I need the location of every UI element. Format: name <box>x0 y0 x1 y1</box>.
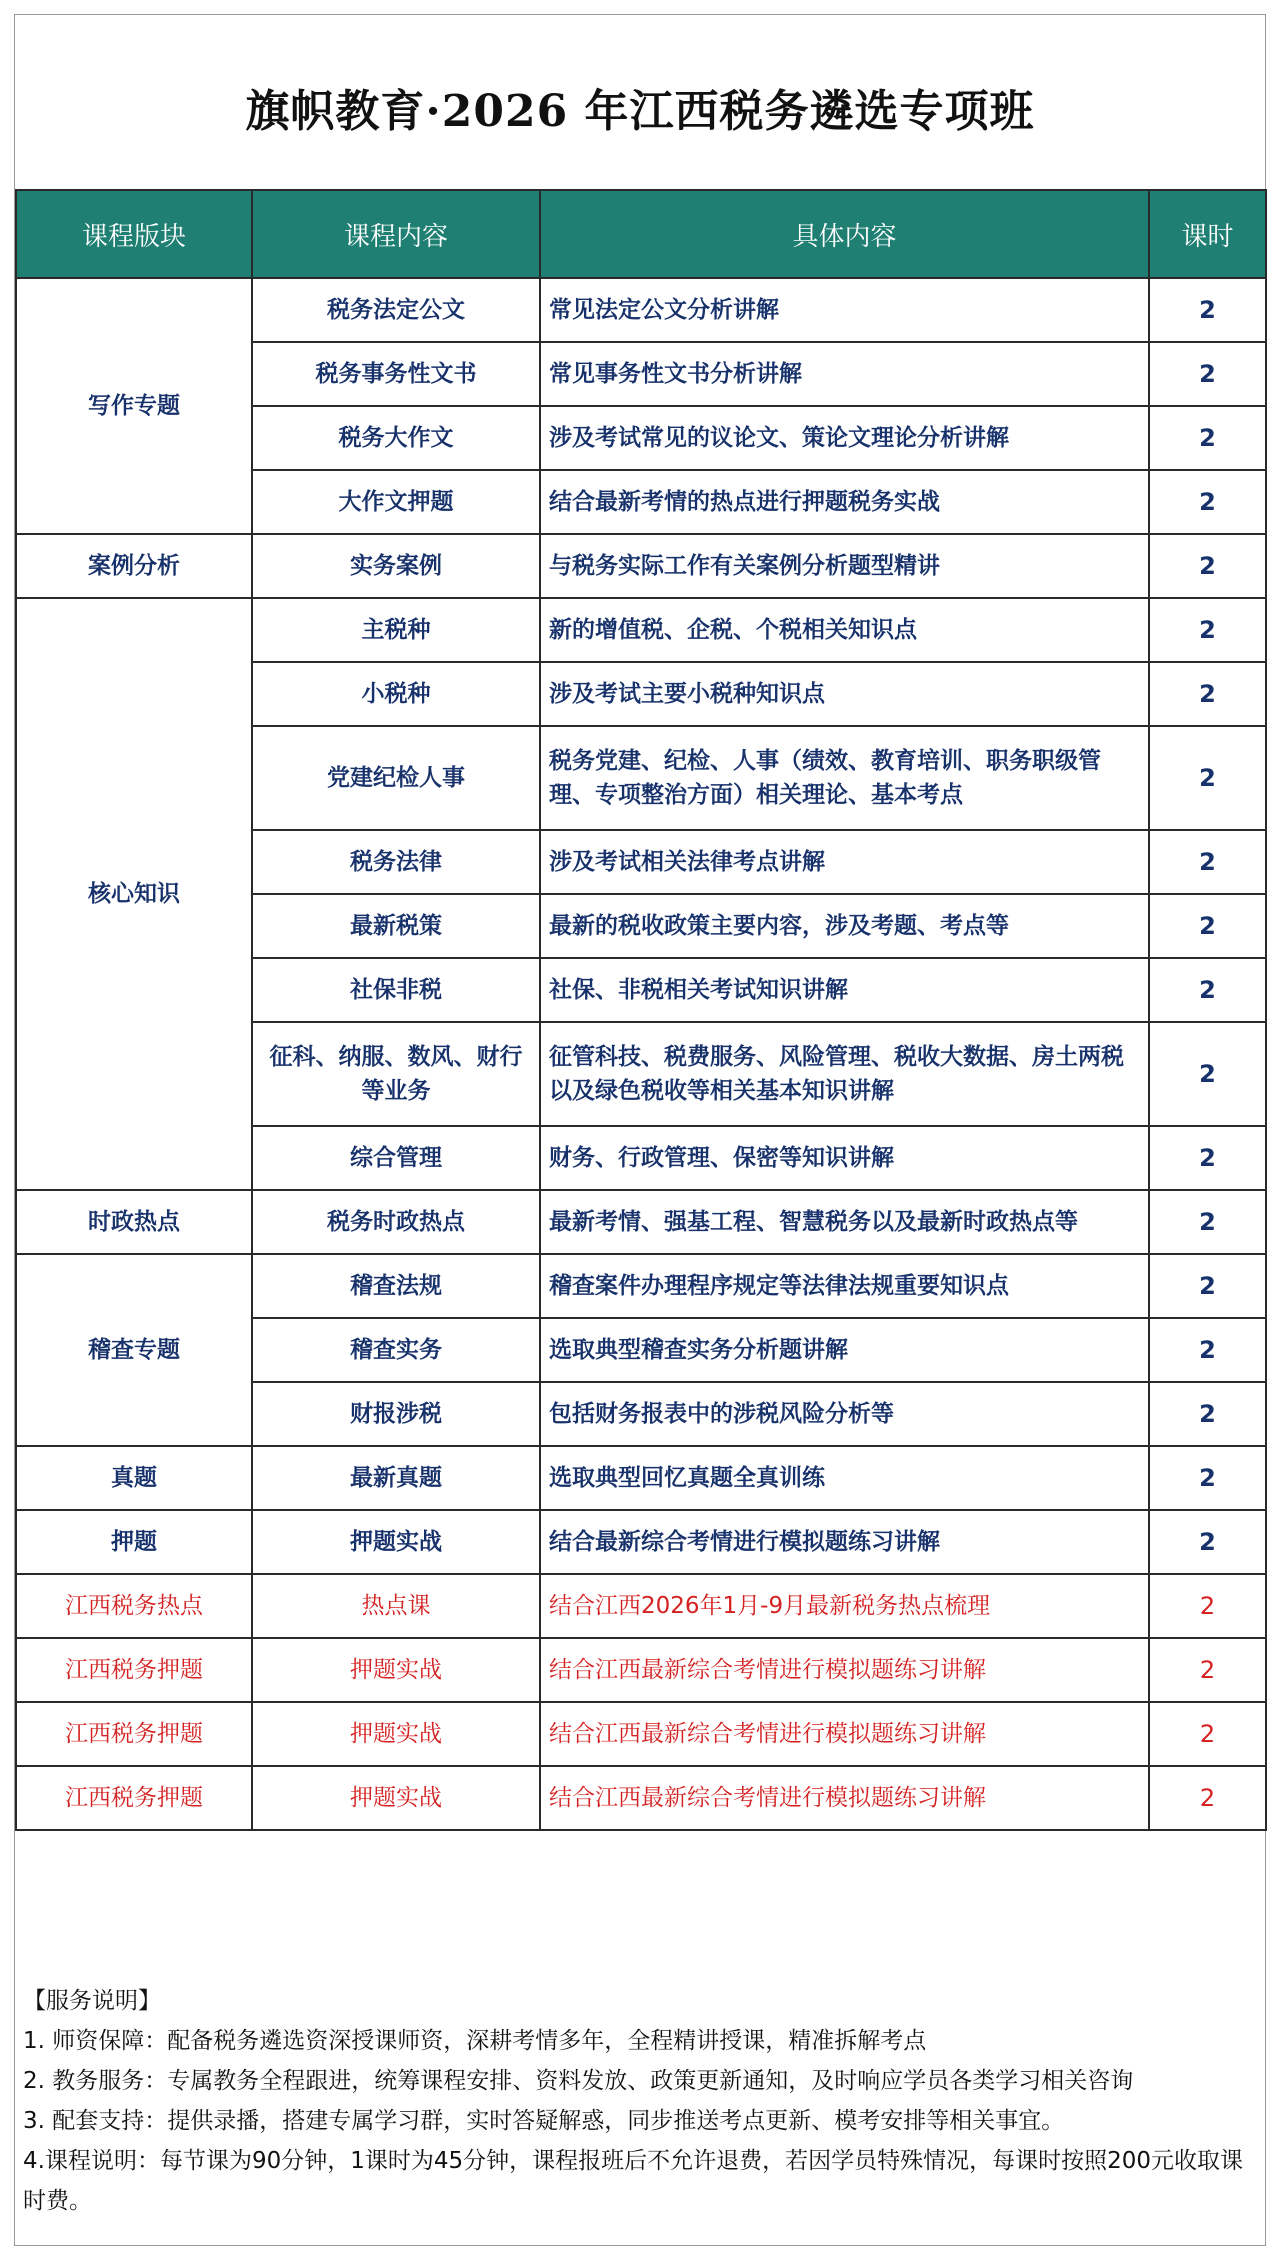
cell-detail: 常见法定公文分析讲解 <box>540 278 1149 342</box>
cell-hours: 2 <box>1149 726 1266 830</box>
cell-hours: 2 <box>1149 1382 1266 1446</box>
cell-hours: 2 <box>1149 1022 1266 1126</box>
cell-module: 核心知识 <box>16 598 252 1190</box>
header-hours: 课时 <box>1149 190 1266 278</box>
page-title: 旗帜教育·2026 年江西税务遴选专项班 <box>245 86 1035 137</box>
cell-content: 最新真题 <box>252 1446 540 1510</box>
cell-content: 押题实战 <box>252 1766 540 1830</box>
cell-hours: 2 <box>1149 894 1266 958</box>
cell-content: 社保非税 <box>252 958 540 1022</box>
notes-item: 1. 师资保障：配备税务遴选资深授课师资，深耕考情多年，全程精讲授课，精准拆解考点 <box>23 2028 927 2054</box>
cell-module: 时政热点 <box>16 1190 252 1254</box>
notes-item: 4.课程说明：每节课为90分钟，1课时为45分钟，课程报班后不允许退费，若因学员特殊情况，每课时按照200元收取课时费。 <box>23 2148 1244 2214</box>
cell-detail: 社保、非税相关考试知识讲解 <box>540 958 1149 1022</box>
table-row <box>16 598 1266 662</box>
cell-content: 税务事务性文书 <box>252 342 540 406</box>
cell-detail: 与税务实际工作有关案例分析题型精讲 <box>540 534 1149 598</box>
table-row <box>16 1510 1266 1574</box>
cell-module: 真题 <box>16 1446 252 1510</box>
cell-detail: 最新的税收政策主要内容，涉及考题、考点等 <box>540 894 1149 958</box>
cell-detail: 涉及考试常见的议论文、策论文理论分析讲解 <box>540 406 1149 470</box>
cell-detail: 涉及考试主要小税种知识点 <box>540 662 1149 726</box>
cell-content: 押题实战 <box>252 1510 540 1574</box>
table-row <box>16 1638 1266 1702</box>
cell-module: 江西税务押题 <box>16 1638 252 1702</box>
cell-content: 稽查法规 <box>252 1254 540 1318</box>
cell-detail: 税务党建、纪检、人事（绩效、教育培训、职务职级管理、专项整治方面）相关理论、基本考点 <box>540 726 1149 830</box>
cell-content: 押题实战 <box>252 1702 540 1766</box>
cell-hours: 2 <box>1149 534 1266 598</box>
cell-module: 押题 <box>16 1510 252 1574</box>
cell-module: 江西税务押题 <box>16 1766 252 1830</box>
cell-content: 征科、纳服、数风、财行等业务 <box>252 1022 540 1126</box>
cell-hours: 2 <box>1149 598 1266 662</box>
cell-detail: 结合江西最新综合考情进行模拟题练习讲解 <box>540 1702 1149 1766</box>
table-row <box>16 278 1266 342</box>
cell-detail: 结合江西2026年1月-9月最新税务热点梳理 <box>540 1574 1149 1638</box>
table-row <box>16 1766 1266 1830</box>
cell-hours: 2 <box>1149 830 1266 894</box>
cell-hours: 2 <box>1149 1190 1266 1254</box>
cell-hours: 2 <box>1149 1318 1266 1382</box>
table-row <box>16 1254 1266 1318</box>
cell-content: 热点课 <box>252 1574 540 1638</box>
cell-module: 江西税务押题 <box>16 1702 252 1766</box>
cell-content: 综合管理 <box>252 1126 540 1190</box>
cell-hours: 2 <box>1149 1510 1266 1574</box>
notes-heading: 【服务说明】 <box>23 1988 161 2014</box>
cell-content: 最新税策 <box>252 894 540 958</box>
cell-detail: 最新考情、强基工程、智慧税务以及最新时政热点等 <box>540 1190 1149 1254</box>
cell-hours: 2 <box>1149 1574 1266 1638</box>
notes-item: 2. 教务服务：专属教务全程跟进，统筹课程安排、资料发放、政策更新通知，及时响应学员各类学习相关咨询 <box>23 2068 1134 2094</box>
cell-content: 押题实战 <box>252 1638 540 1702</box>
cell-hours: 2 <box>1149 662 1266 726</box>
cell-hours: 2 <box>1149 342 1266 406</box>
table-row <box>16 1446 1266 1510</box>
cell-content: 税务大作文 <box>252 406 540 470</box>
cell-module: 稽查专题 <box>16 1254 252 1446</box>
cell-content: 稽查实务 <box>252 1318 540 1382</box>
header-module: 课程版块 <box>16 190 252 278</box>
cell-hours: 2 <box>1149 278 1266 342</box>
cell-module: 案例分析 <box>16 534 252 598</box>
cell-detail: 选取典型回忆真题全真训练 <box>540 1446 1149 1510</box>
cell-detail: 结合江西最新综合考情进行模拟题练习讲解 <box>540 1766 1149 1830</box>
header-content: 课程内容 <box>252 190 540 278</box>
table-row <box>16 534 1266 598</box>
table-row <box>16 1574 1266 1638</box>
cell-detail: 结合江西最新综合考情进行模拟题练习讲解 <box>540 1638 1149 1702</box>
table-body <box>16 278 1266 1830</box>
cell-detail: 选取典型稽查实务分析题讲解 <box>540 1318 1149 1382</box>
cell-content: 党建纪检人事 <box>252 726 540 830</box>
cell-hours: 2 <box>1149 1766 1266 1830</box>
cell-content: 税务时政热点 <box>252 1190 540 1254</box>
cell-hours: 2 <box>1149 406 1266 470</box>
document-frame <box>14 14 1266 2246</box>
notes-item: 3. 配套支持：提供录播，搭建专属学习群，实时答疑解惑，同步推送考点更新、模考安排等相关事宜。 <box>23 2108 1065 2134</box>
cell-hours: 2 <box>1149 1254 1266 1318</box>
cell-detail: 常见事务性文书分析讲解 <box>540 342 1149 406</box>
cell-hours: 2 <box>1149 470 1266 534</box>
cell-detail: 财务、行政管理、保密等知识讲解 <box>540 1126 1149 1190</box>
cell-module: 写作专题 <box>16 278 252 534</box>
cell-detail: 新的增值税、企税、个税相关知识点 <box>540 598 1149 662</box>
cell-content: 主税种 <box>252 598 540 662</box>
cell-hours: 2 <box>1149 1126 1266 1190</box>
cell-hours: 2 <box>1149 958 1266 1022</box>
cell-content: 小税种 <box>252 662 540 726</box>
service-notes <box>23 1981 1259 2221</box>
cell-detail: 结合最新考情的热点进行押题税务实战 <box>540 470 1149 534</box>
cell-content: 大作文押题 <box>252 470 540 534</box>
cell-module: 江西税务热点 <box>16 1574 252 1638</box>
cell-hours: 2 <box>1149 1702 1266 1766</box>
cell-detail: 涉及考试相关法律考点讲解 <box>540 830 1149 894</box>
cell-content: 实务案例 <box>252 534 540 598</box>
table-row <box>16 1190 1266 1254</box>
cell-hours: 2 <box>1149 1446 1266 1510</box>
cell-content: 税务法定公文 <box>252 278 540 342</box>
cell-content: 财报涉税 <box>252 1382 540 1446</box>
table-header-row <box>16 190 1266 278</box>
cell-detail: 包括财务报表中的涉税风险分析等 <box>540 1382 1149 1446</box>
cell-detail: 征管科技、税费服务、风险管理、税收大数据、房土两税以及绿色税收等相关基本知识讲解 <box>540 1022 1149 1126</box>
cell-hours: 2 <box>1149 1638 1266 1702</box>
cell-content: 税务法律 <box>252 830 540 894</box>
course-table <box>15 189 1267 1831</box>
cell-detail: 结合最新综合考情进行模拟题练习讲解 <box>540 1510 1149 1574</box>
cell-detail: 稽查案件办理程序规定等法律法规重要知识点 <box>540 1254 1149 1318</box>
header-detail: 具体内容 <box>540 190 1149 278</box>
table-row <box>16 1702 1266 1766</box>
